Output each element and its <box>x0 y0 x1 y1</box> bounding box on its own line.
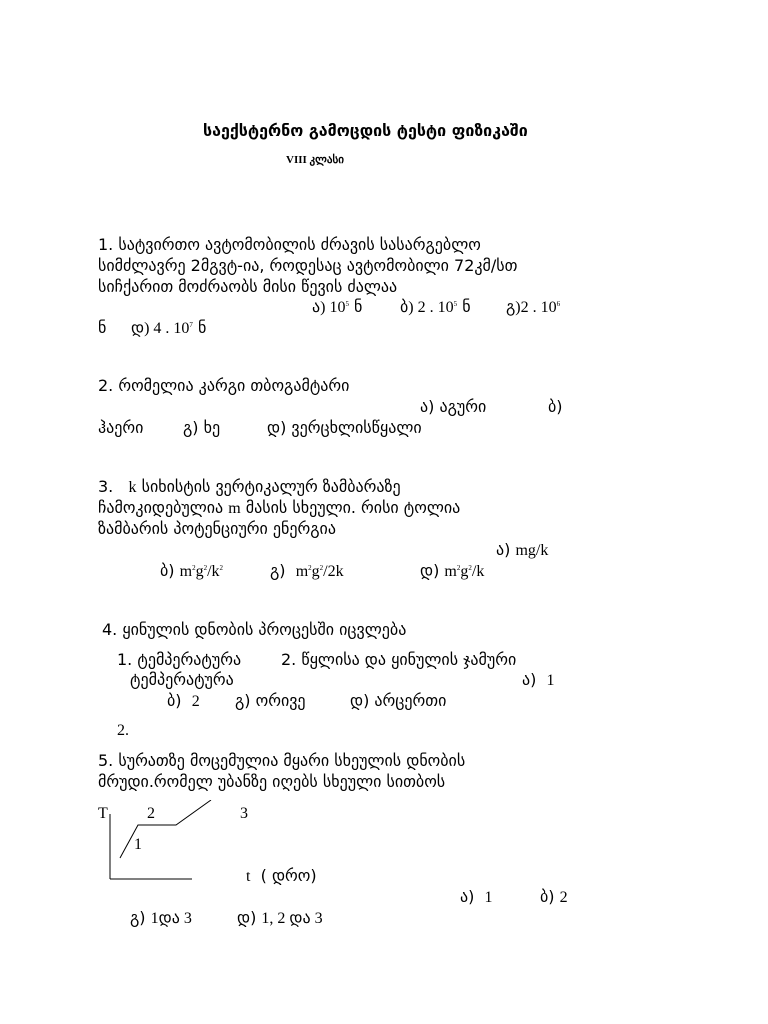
graph-label-1: 1 <box>134 836 142 853</box>
q4-answer-c: გ) ორივე <box>235 691 306 710</box>
q1-line1: 1. სატვირთო ავტომობილის ძრავის სასარგებლო <box>98 235 481 254</box>
q4-option-2: 2. წყლისა და ყინულის ჯამური <box>281 650 517 669</box>
q1-line3: სიჩქარით მოძრაობს მისი წევის ძალაა <box>98 277 398 296</box>
q4-line1: 4. ყინულის დნობის პროცესში იცვლება <box>102 620 407 639</box>
q3-answer-a: ა) mg/k <box>496 540 549 559</box>
q5-answer-b: ბ) 2 <box>540 887 568 906</box>
graph-label-3: 3 <box>240 805 248 822</box>
q3-line3: ზამბარის პოტენციური ენერგია <box>98 519 336 538</box>
q2-answer-d: დ) ვერცხლისწყალი <box>267 418 422 437</box>
q4-answer-b: ბ) 2 <box>167 691 200 710</box>
q2-answer-c: გ) ხე <box>183 418 221 437</box>
graph-label-T: T <box>98 805 108 822</box>
q1-answer-a: ა) $10^5$ ნ <box>312 297 363 316</box>
q4-option-1: 1. ტემპერატურა <box>117 650 242 669</box>
q5-answer-d: დ) 1, 2 და 3 <box>237 908 323 927</box>
q4-answer-a: ა) 1 <box>522 670 555 689</box>
q1-line2: სიმძლავრე 2მგვტ-ია, როდესაც ავტომობილი 72კმ/სთ <box>98 256 518 275</box>
page-subtitle: VIII კლასი <box>286 154 344 166</box>
q2-answer-b-label: ბ) <box>548 397 563 416</box>
q2-answer-a: ა) აგური <box>420 397 487 416</box>
q1-answer-c: გ)2 . $10^6$ <box>506 299 561 316</box>
page-title: საექსტერნო გამოცდის ტესტი ფიზიკაში <box>203 121 528 140</box>
q5-answer-c: გ) 1და 3 <box>130 908 192 927</box>
q1-answer-d: დ) 4 . $10^7$ ნ <box>131 318 207 337</box>
q4-option-2-cont: ტემპერატურა <box>130 670 234 689</box>
q1-answer-b: ბ) 2 . $10^5$ ნ <box>400 297 471 316</box>
q2-line1: 2. რომელია კარგი თბოგამტარი <box>98 376 350 395</box>
q5-line1: 5. სურათზე მოცემულია მყარი სხეულის დნობის <box>98 751 466 770</box>
q3-answer-c: გ) $m^2g^2/2k$ <box>270 561 344 580</box>
q5-line2: მრუდი.რომელ უბანზე იღებს სხეული სითბოს <box>98 772 446 791</box>
q4-stray-number: 2. <box>117 722 129 739</box>
q2-answer-b: ჰაერი <box>98 418 144 437</box>
q4-answer-d: დ) არცერთი <box>350 691 447 710</box>
q1-answer-c-unit: ნ <box>98 318 107 337</box>
q3-answer-d: დ) $m^2g^2/k$ <box>420 561 485 580</box>
q3-line1: 3. k სიხისტის ვერტიკალურ ზამბარაზე <box>98 477 401 496</box>
q5-answer-a: ა) 1 <box>460 887 493 906</box>
q3-answer-b: ბ) $m^2g^2/k^2$ <box>160 561 224 580</box>
graph-axis-label: t ( დრო) <box>246 866 317 885</box>
q3-line2: ჩამოკიდებულია m მასის სხეული. რისი ტოლია <box>98 498 461 517</box>
graph-label-2: 2 <box>147 805 155 822</box>
